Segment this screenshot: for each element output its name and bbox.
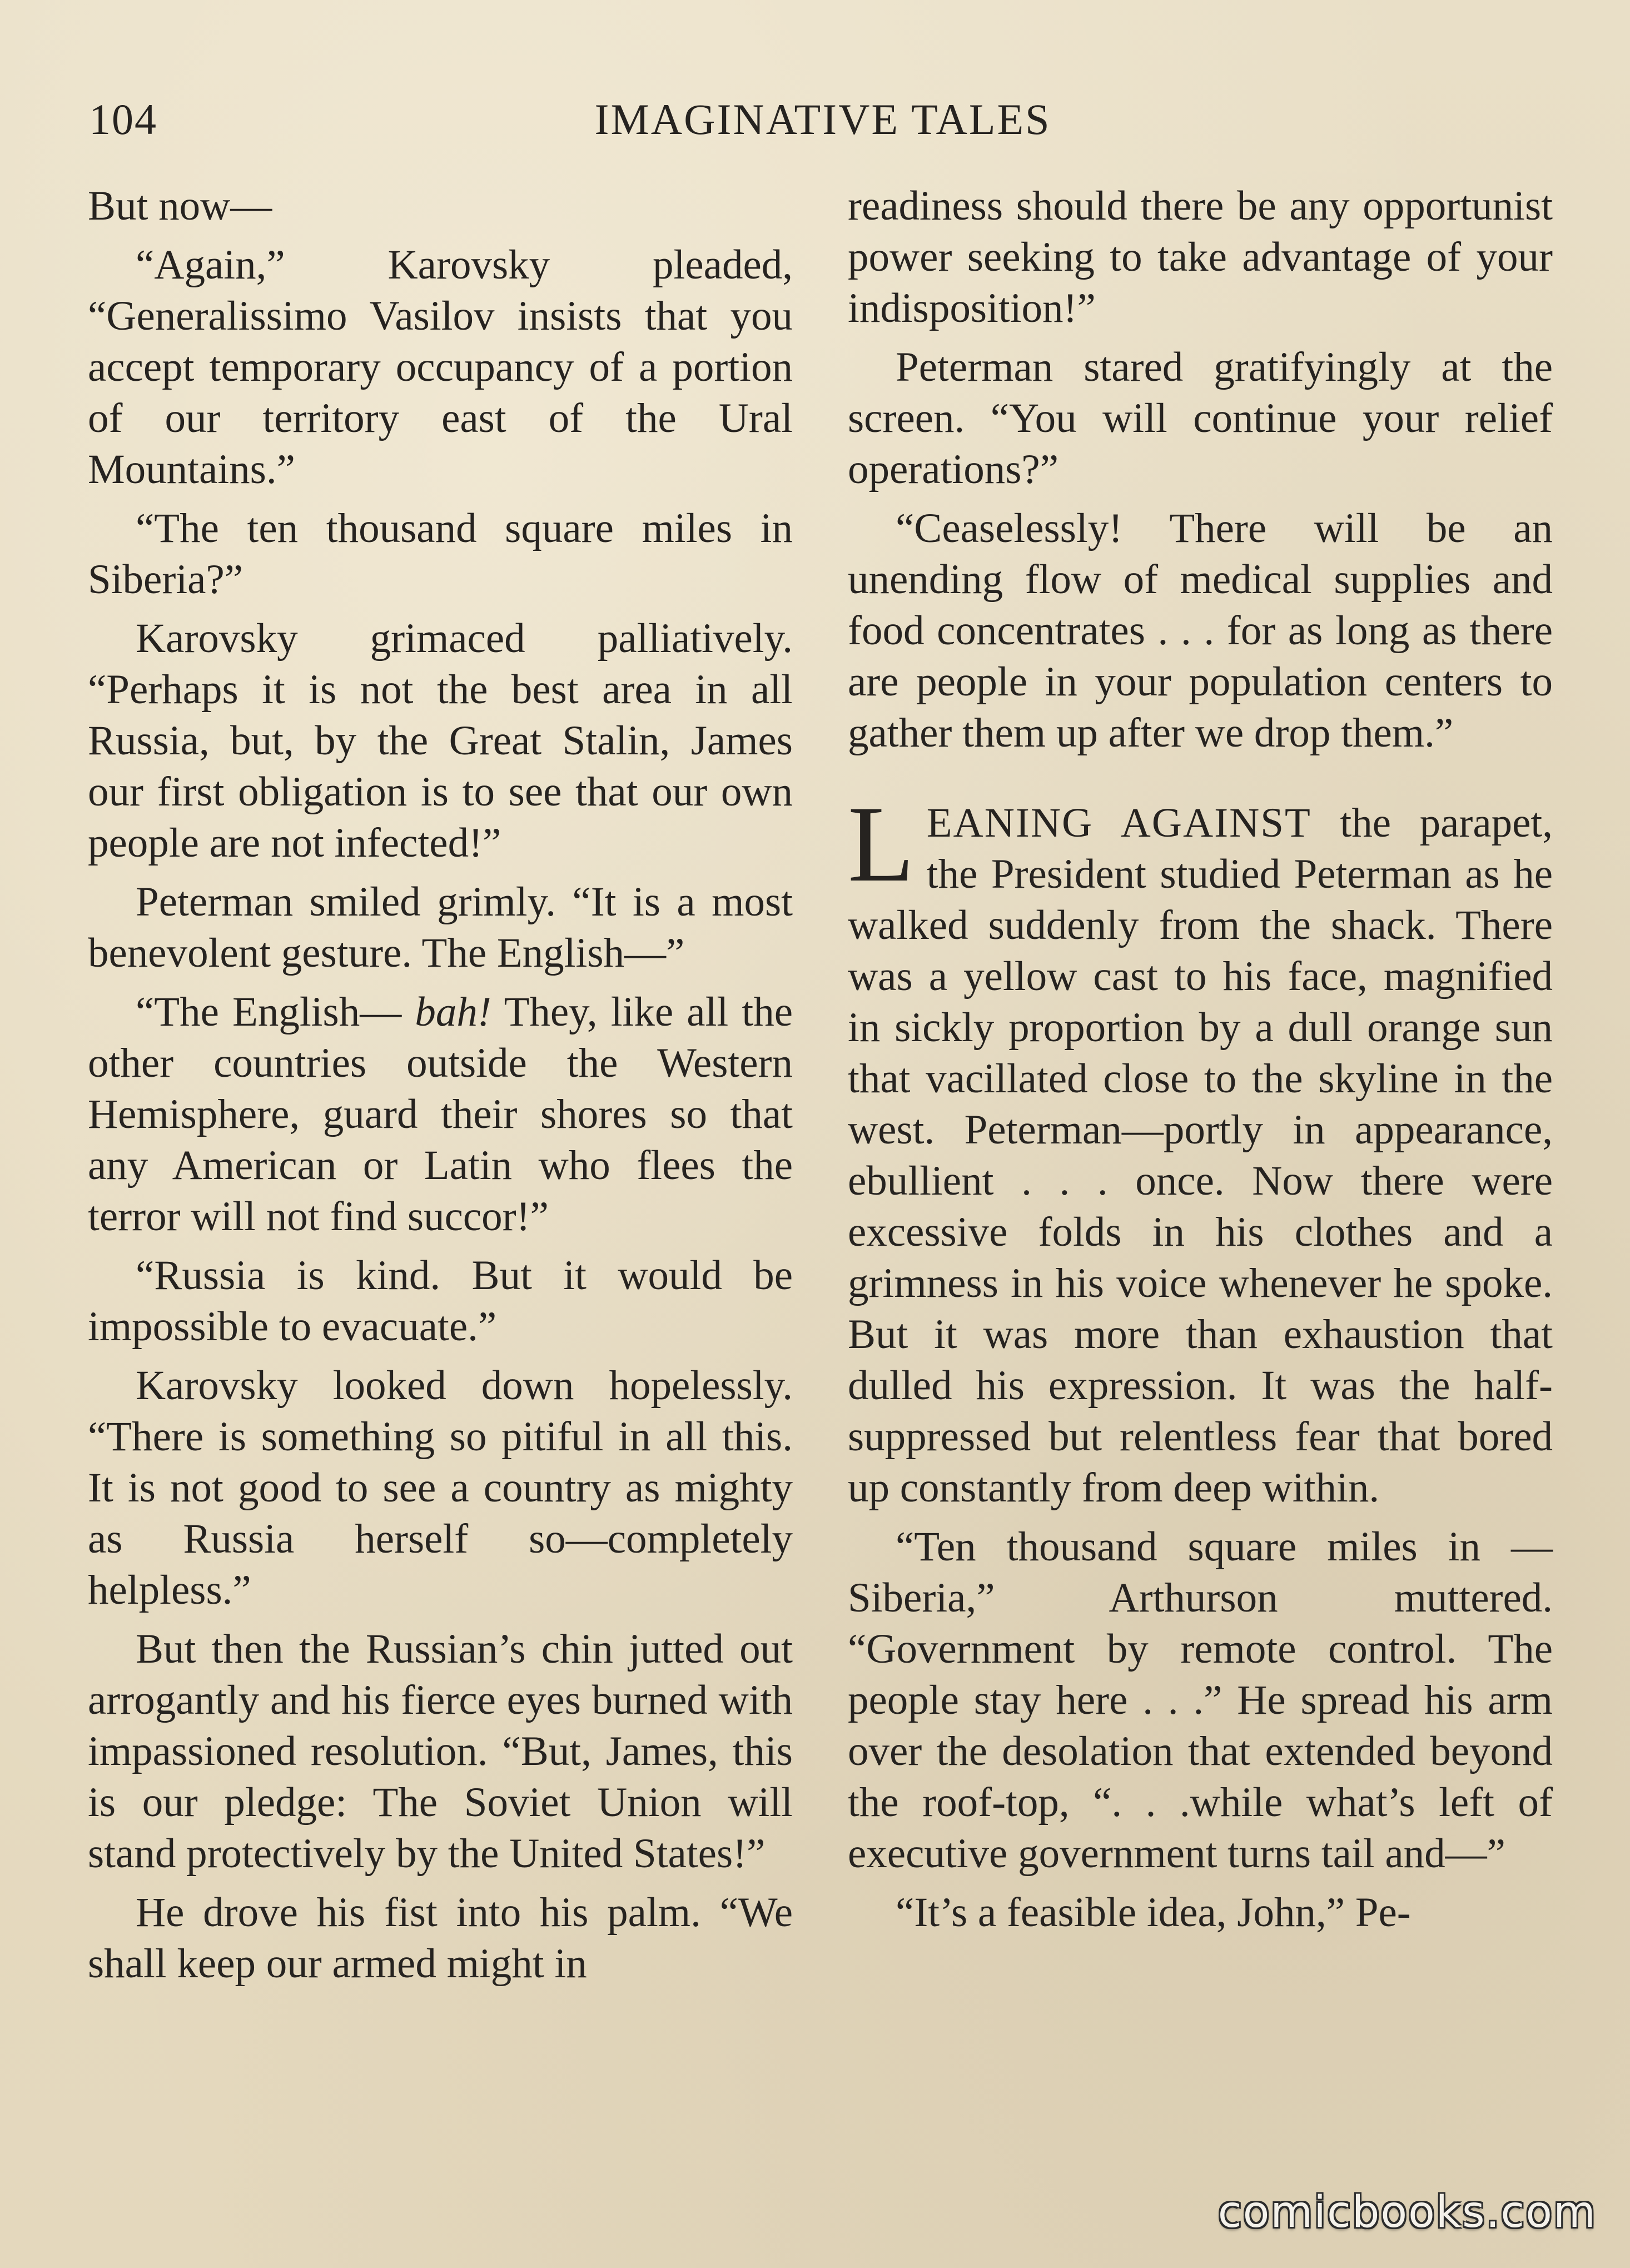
- continued-paragraph: readiness should there be any opportunist power seeking to take advantage of your indisposition!”: [848, 183, 1553, 331]
- watermark: comicbooks.com: [1217, 2187, 1597, 2237]
- paragraph: “The ten thousand square miles in Siberia?”: [88, 505, 793, 603]
- right-column: [848, 181, 1553, 1946]
- paragraph: But then the Russian’s chin jutted out arrogantly and his fierce eyes burned with impassioned resolution. “But, James, this is our pledge: The Soviet Union will stand protectively by the United States!”: [88, 1626, 793, 1877]
- paragraph: Karovsky grimaced palliatively. “Perhaps it is not the best area in all Russia, but, by the Great Stalin, James our first obligation is to see that our own people are not infected!”: [88, 615, 793, 866]
- emphasis: bah!: [415, 989, 491, 1035]
- running-title: IMAGINATIVE TALES: [594, 95, 1051, 143]
- paragraph: Peterman stared gratifyingly at the screen. “You will continue your relief operations?”: [848, 344, 1553, 493]
- paragraph: “It’s a feasible idea, John,” Pe-: [896, 1889, 1411, 1936]
- section-opening-paragraph: [848, 784, 1553, 1514]
- paragraph: Peterman smiled grimly. “It is a most benevolent gesture. The English—”: [88, 879, 793, 976]
- page-header: [89, 94, 1557, 156]
- paragraph: Karovsky looked down hopelessly. “There is something so pitiful in all this. It is not good to see a country as mighty as Russia herself so—completely helpless.”: [88, 1362, 793, 1613]
- paragraph: “Russia is kind. But it would be impossible to evacuate.”: [88, 1252, 793, 1350]
- page-number: 104: [89, 95, 157, 143]
- paragraph: “Ten thousand square miles in —Siberia,” Arthurson muttered. “Government by remote control. The people stay here . . .” He spread his arm over the desolation that extended beyond the roof-top, “. . .while what’s left of executive government turns tail and—”: [848, 1524, 1553, 1877]
- drop-cap: L: [848, 784, 915, 904]
- paragraph: “The English— bah! They, like all the other countries outside the Western Hemisphere, guard their shores so that any American or Latin who flees the terror will not find succor!”: [88, 989, 793, 1240]
- paragraph: “Again,” Karovsky pleaded, “Generalissimo Vasilov insists that you accept temporary occupancy of a portion of our territory east of the Ural Mountains.”: [88, 242, 793, 493]
- paragraph: But now—: [88, 183, 272, 229]
- paragraph: “Ceaselessly! There will be an unending flow of medical supplies and food concentrates . . . for as long as there are people in your population centers to gather them up after we drop them.”: [848, 505, 1553, 756]
- section-lead-in: EANING AGAINST: [926, 800, 1311, 846]
- left-column: [88, 181, 793, 1997]
- section-text: the parapet, the President studied Peterman as he walked suddenly from the shack. There was a yellow cast to his face, magnified in sickly proportion by a dull orange sun that vacillated close to the skyline in the west. Peterman—portly in appearance, ebullient . . . once. Now there were excessive folds in his clothes and a grimness in his voice whenever he spoke. But it was more than exhaustion that dulled his expression. It was the half-suppressed but relentless fear that bored up constantly from deep within.: [848, 800, 1553, 1511]
- paragraph: He drove his fist into his palm. “We shall keep our armed might in: [88, 1889, 793, 1987]
